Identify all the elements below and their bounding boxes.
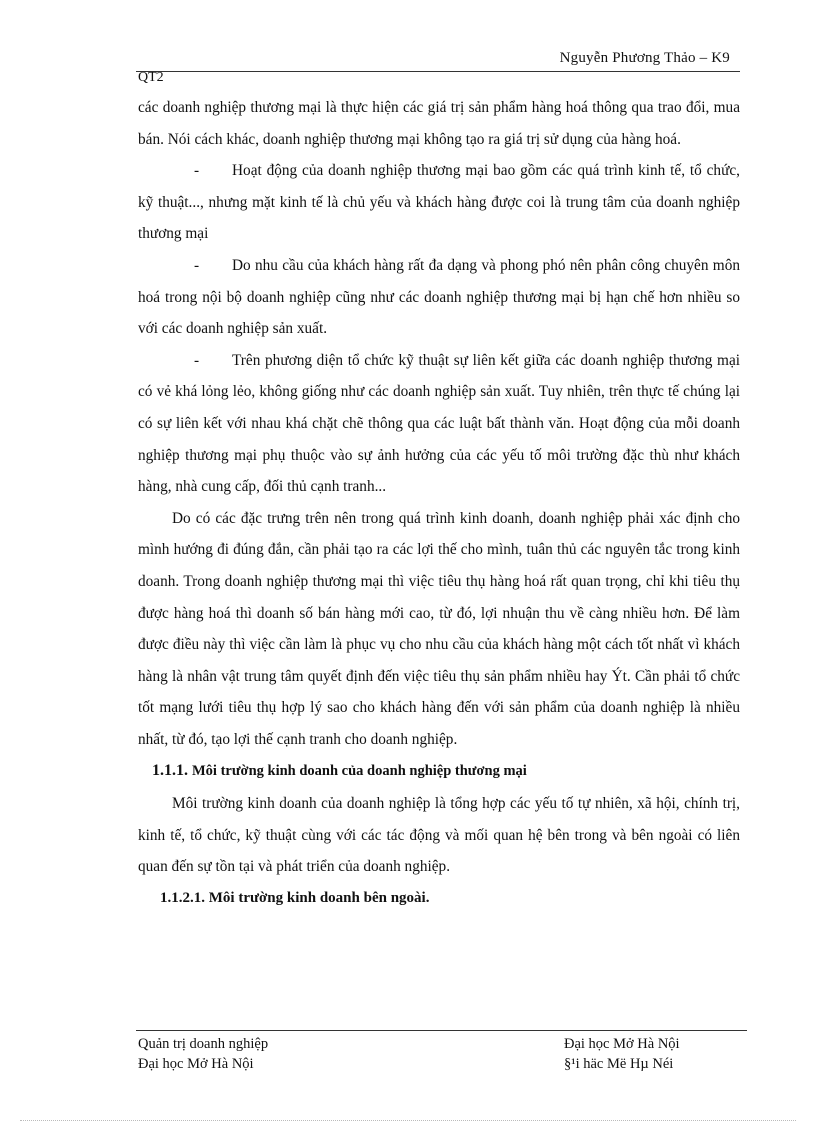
bullet-item-3 [138,345,740,503]
footer-left-top: Quản trị doanh nghiệp [138,1036,269,1052]
section-title: Môi trường kinh doanh của doanh nghiệp thương mại [192,763,527,780]
bullet-dash: - [194,351,200,369]
footer-right-top: Đại học Mở Hà Nội [564,1036,680,1052]
section-heading-1-1-2-1: 1.1.2.1. Môi trường kinh doanh bên ngoài. [160,889,430,906]
footer-right-bottom: §¹i häc Më Hµ Néi [564,1056,674,1072]
section-number: 1.1.1. [152,762,188,780]
paragraph-environment: Môi trường kinh doanh của doanh nghiệp là tổng hợp các yếu tố tự nhiên, xã hội, chính trị, kinh tế, tổ chức, kỹ thuật cùng với các tác động và mối quan hệ bên trong và bên ngoài có liên quan đến sự tồn tại và phát triển của doanh nghiệp. [138,795,740,876]
bullet-item-1 [138,155,740,250]
header-author: Nguyễn Phương Thảo – K9 [559,50,730,66]
header-rule [136,71,740,72]
bullet-text: Hoạt động của doanh nghiệp thương mại bao gồm các quá trình kinh tế, tổ chức, kỹ thuật..., nhưng mặt kinh tế là chủ yếu và khách hàng được coi là trung tâm của doanh nghiệp thương mại [138,162,740,243]
footer-left-bottom: Đại học Mở Hà Nội [138,1056,254,1072]
bullet-dash: - [194,256,200,274]
bullet-dash: - [194,162,200,180]
section-heading-1-1-1 [138,755,740,788]
paragraph-characteristics: Do có các đặc trưng trên nên trong quá trình kinh doanh, doanh nghiệp phải xác định cho mình hướng đi đúng đắn, cần phải tạo ra các lợi thế cho mình, tuân thủ các nguyên tắc trong kinh doanh. Trong doanh nghiệp thương mại thì việc tiêu thụ hàng hoá rất quan trọng, chỉ khi tiêu thụ được hàng hoá thì doanh số bán hàng mới cao, từ đó, lợi nhuận thu về càng nhiều hơn. Để làm được điều này thì việc cần làm là phục vụ cho nhu cầu của khách hàng một cách tốt nhất vì khách hàng là nhân vật trung tâm quyết định đến việc tiêu thụ sản phẩm nhiều hay Ýt. Cần phải tổ chức tốt mạng lưới tiêu thụ hợp lý sao cho khách hàng đến với sản phẩm của doanh nghiệp là nhiều nhất, từ đó, tạo lợi thế cạnh tranh cho doanh nghiệp. [138,509,740,748]
paragraph-intro: các doanh nghiệp thương mại là thực hiện các giá trị sản phẩm hàng hoá thông qua trao đổi, mua bán. Nói cách khác, doanh nghiệp thương mại không tạo ra giá trị sử dụng của hàng hoá. [138,99,740,148]
document-body [138,92,740,914]
header-class-code: QT2 [138,70,164,85]
footer-rule [136,1030,747,1031]
page-edge [20,1120,796,1121]
bullet-text: Do nhu cầu của khách hàng rất đa dạng và phong phó nên phân công chuyên môn hoá trong nội bộ doanh nghiệp cũng như các doanh nghiệp thương mại bị hạn chế hơn nhiều so với các doanh nghiệp sản xuất. [138,256,740,338]
bullet-text: Trên phương diện tổ chức kỹ thuật sự liên kết giữa các doanh nghiệp thương mại có vẻ khá lỏng lẻo, không giống như các doanh nghiệp sản xuất. Tuy nhiên, trên thực tế chúng lại có sự liên kết với nhau khá chặt chẽ thông qua các luật bất thành văn. Hoạt động của mỗi doanh nghiệp thương mại phụ thuộc vào sự ảnh hưởng của các yếu tố môi trường đặc thù như khách hàng, nhà cung cấp, đối thủ cạnh tranh... [138,351,740,496]
bullet-item-2 [138,250,740,345]
